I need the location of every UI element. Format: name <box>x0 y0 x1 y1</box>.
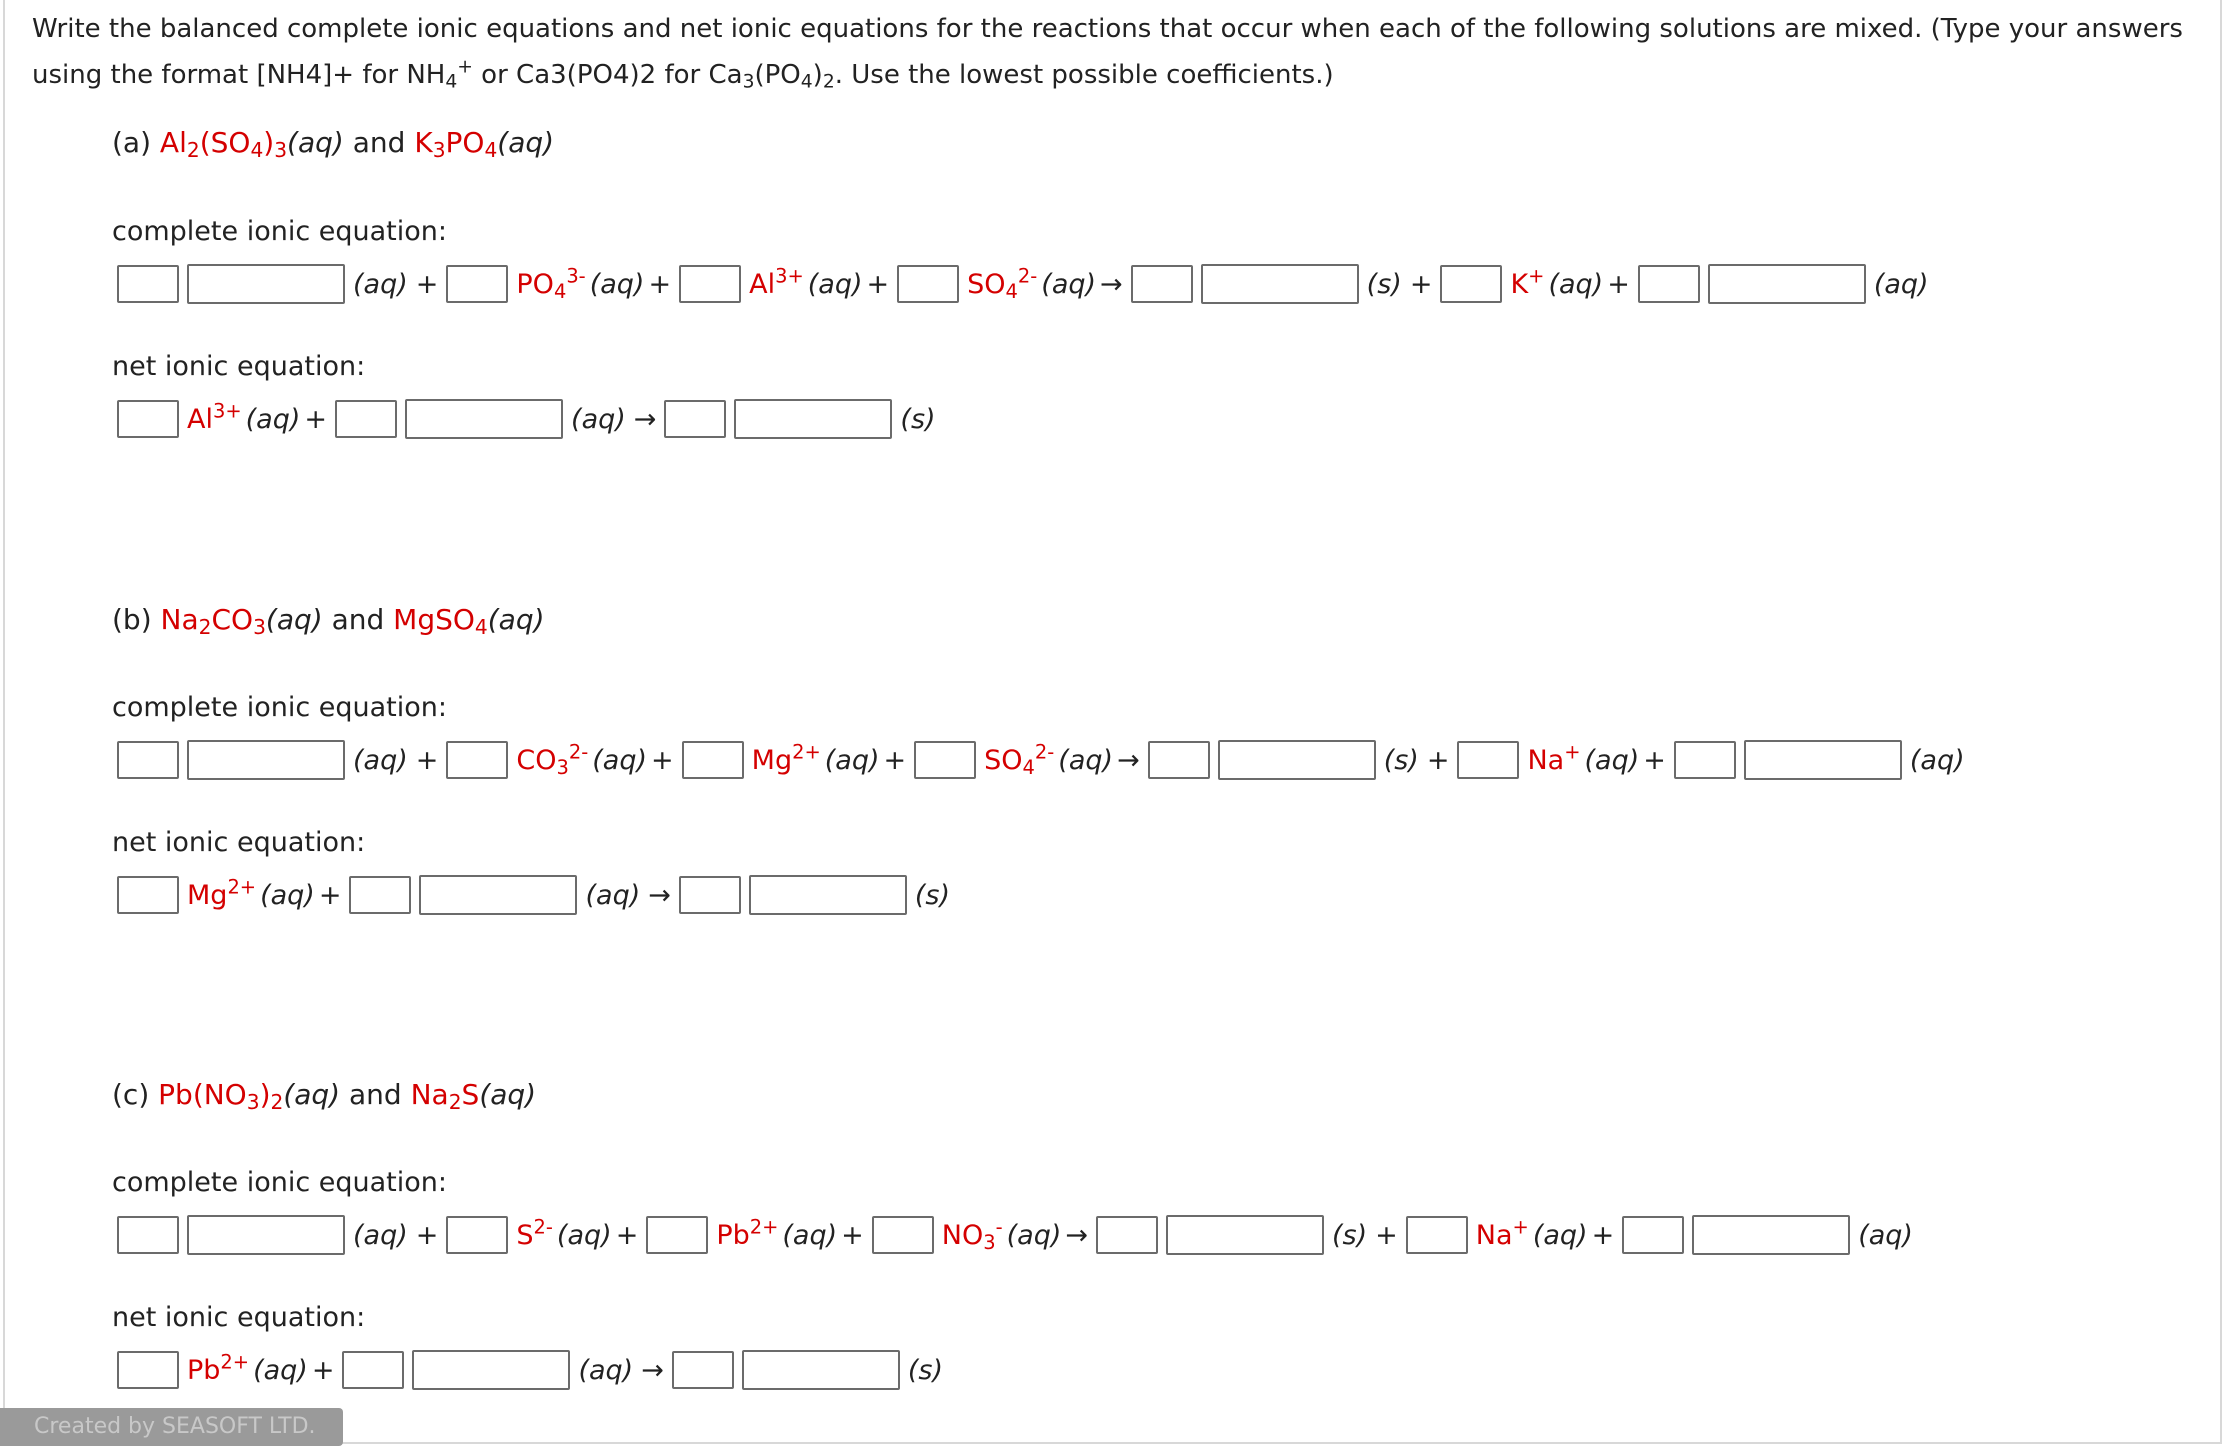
net-ionic-label: net ionic equation: <box>112 351 366 382</box>
ion-label: $Al^{3+}$ <box>749 263 804 300</box>
coefficient-input[interactable] <box>1440 265 1502 303</box>
ion-label: $NO_3^-$ <box>941 1214 1003 1254</box>
coefficient-input[interactable] <box>446 1216 508 1254</box>
complete-ionic-equation-b: (aq) + $CO_3^{2-}$ (aq) + $Mg^{2+}$ (aq) + $SO_4^{2-}$ (aq) → (s) + Na+ (aq) + (aq) <box>113 737 1969 783</box>
reaction-arrow: → <box>1100 268 1123 300</box>
instructions-line-2: using the format [NH4]+ for $NH_4^+$ or Ca3(PO4)2 for $Ca_3(PO_4)_2$. Use the lowest possible coefficients.) <box>32 56 1334 93</box>
complete-ionic-equation-a: (aq) + $PO_4^{3-}$ (aq) + $Al^{3+}$ (aq) + $SO_4^{2-}$ (aq) → (s) + K+ (aq) + (aq) <box>113 261 1933 307</box>
formula-input[interactable] <box>1692 1215 1850 1255</box>
formula-input[interactable] <box>405 399 563 439</box>
reaction-arrow: → <box>1065 1219 1089 1251</box>
ion-label: Na+ <box>1475 1214 1529 1251</box>
coefficient-input[interactable] <box>1406 1216 1468 1254</box>
reactant-2: MgSO$_4$ <box>393 603 488 640</box>
seasoft-credit: Created by SEASOFT LTD. <box>0 1408 343 1446</box>
reaction-arrow: → <box>1117 744 1140 776</box>
formula-input[interactable] <box>187 740 345 780</box>
coefficient-input[interactable] <box>117 400 179 438</box>
formula-input[interactable] <box>1201 264 1359 304</box>
ion-label: $SO_4^{2-}$ <box>984 739 1055 779</box>
ion-label: $Pb^{2+}$ <box>187 1349 250 1386</box>
formula-input[interactable] <box>734 399 892 439</box>
net-ionic-equation-a: $Al^{3+}$ (aq) + (aq) → (s) <box>113 396 940 442</box>
ion-label: $S^{2-}$ <box>516 1214 553 1251</box>
complete-ionic-label: complete ionic equation: <box>112 216 447 247</box>
formula-input[interactable] <box>749 875 907 915</box>
reactant-1: $Al_2(SO_4)_3$ <box>159 126 288 163</box>
part-c-heading: (c) $Pb(NO_3)_2(aq)$ and $Na_2S(aq)$ <box>112 1078 537 1115</box>
coefficient-input[interactable] <box>1674 741 1736 779</box>
reactant-1: $Pb(NO_3)_2$ <box>158 1078 284 1115</box>
formula-input[interactable] <box>412 1350 570 1390</box>
part-a-heading: (a) $Al_2(SO_4)_3(aq)$ and $K_3PO_4(aq)$ <box>112 126 555 163</box>
coefficient-input[interactable] <box>117 1216 179 1254</box>
coefficient-input[interactable] <box>679 876 741 914</box>
coefficient-input[interactable] <box>117 1351 179 1389</box>
complete-ionic-equation-c: (aq) + $S^{2-}$ (aq) + $Pb^{2+}$ (aq) + $NO_3^-$ (aq) → (s) + Na+ (aq) + (aq) <box>113 1212 1917 1258</box>
coefficient-input[interactable] <box>664 400 726 438</box>
reactant-1: $Na_2CO_3$ <box>160 603 266 640</box>
ion-label: $Al^{3+}$ <box>187 398 242 435</box>
formula-input[interactable] <box>1744 740 1902 780</box>
net-ionic-label: net ionic equation: <box>112 827 366 858</box>
coefficient-input[interactable] <box>446 265 508 303</box>
ion-label: $SO_4^{2-}$ <box>967 263 1038 303</box>
formula-input[interactable] <box>187 1215 345 1255</box>
instructions-line-1: Write the balanced complete ionic equations and net ionic equations for the reactions that occur when each of the following solutions are mixed. (Type your answers <box>32 14 2183 44</box>
net-ionic-equation-c: $Pb^{2+}$ (aq) + (aq) → (s) <box>113 1347 947 1393</box>
part-b-heading: (b) $Na_2CO_3(aq)$ and MgSO$_4$(aq) <box>112 603 545 640</box>
ion-label: $Pb^{2+}$ <box>716 1214 779 1251</box>
coefficient-input[interactable] <box>446 741 508 779</box>
ion-label: K+ <box>1510 263 1545 300</box>
coefficient-input[interactable] <box>117 741 179 779</box>
coefficient-input[interactable] <box>1148 741 1210 779</box>
coefficient-input[interactable] <box>1457 741 1519 779</box>
formula-input[interactable] <box>1166 1215 1324 1255</box>
reactant-2: $Na_2S$ <box>410 1078 480 1115</box>
coefficient-input[interactable] <box>646 1216 708 1254</box>
net-ionic-label: net ionic equation: <box>112 1302 366 1333</box>
coefficient-input[interactable] <box>1131 265 1193 303</box>
formula-input[interactable] <box>742 1350 900 1390</box>
net-ionic-equation-b: $Mg^{2+}$ (aq) + (aq) → (s) <box>113 872 954 918</box>
ion-label: $Mg^{2+}$ <box>751 739 821 776</box>
coefficient-input[interactable] <box>672 1351 734 1389</box>
complete-ionic-label: complete ionic equation: <box>112 692 447 723</box>
formula-input[interactable] <box>419 875 577 915</box>
coefficient-input[interactable] <box>897 265 959 303</box>
ion-label: $PO_4^{3-}$ <box>516 263 586 303</box>
coefficient-input[interactable] <box>872 1216 934 1254</box>
coefficient-input[interactable] <box>1096 1216 1158 1254</box>
coefficient-input[interactable] <box>117 265 179 303</box>
ion-label: $CO_3^{2-}$ <box>516 739 589 779</box>
coefficient-input[interactable] <box>682 741 744 779</box>
instructions <box>32 6 2202 98</box>
coefficient-input[interactable] <box>679 265 741 303</box>
coefficient-input[interactable] <box>914 741 976 779</box>
coefficient-input[interactable] <box>335 400 397 438</box>
coefficient-input[interactable] <box>342 1351 404 1389</box>
coefficient-input[interactable] <box>1622 1216 1684 1254</box>
coefficient-input[interactable] <box>349 876 411 914</box>
reaction-arrow: → <box>648 879 671 911</box>
complete-ionic-label: complete ionic equation: <box>112 1167 447 1198</box>
coefficient-input[interactable] <box>1638 265 1700 303</box>
ion-label: $Mg^{2+}$ <box>187 874 257 911</box>
ion-label: Na+ <box>1527 739 1581 776</box>
formula-input[interactable] <box>187 264 345 304</box>
reaction-arrow: → <box>641 1354 664 1386</box>
coefficient-input[interactable] <box>117 876 179 914</box>
reactant-2: $K_3PO_4$ <box>414 126 498 163</box>
reaction-arrow: → <box>633 403 657 435</box>
formula-input[interactable] <box>1218 740 1376 780</box>
formula-input[interactable] <box>1708 264 1866 304</box>
